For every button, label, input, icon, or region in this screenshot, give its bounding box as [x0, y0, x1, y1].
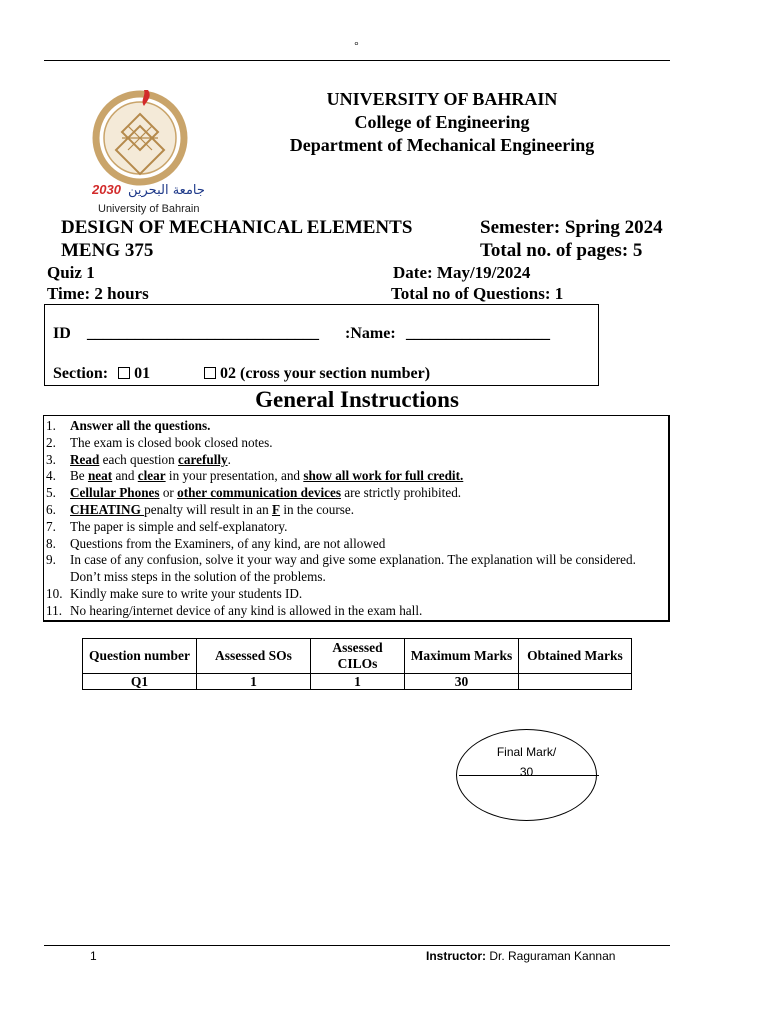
instruction-text: Be — [70, 468, 88, 484]
logo-year: 2030 — [92, 182, 121, 197]
list-item — [46, 586, 668, 603]
list-item — [46, 418, 668, 435]
instruction-text: Kindly make sure to write your students ID. — [70, 585, 303, 601]
section-row — [53, 365, 150, 383]
instruction-number: 5. — [46, 485, 56, 501]
marks-table — [82, 638, 632, 690]
page-number: 1 — [90, 949, 97, 963]
instructor-name: Dr. Raguraman Kannan — [489, 949, 616, 963]
list-item — [46, 502, 668, 519]
logo-english-name: University of Bahrain — [98, 203, 200, 215]
instruction-text: clear — [137, 468, 166, 484]
total-pages: Total no. of pages: 5 — [480, 240, 643, 261]
instruction-text: other communication devices — [177, 485, 341, 501]
instructions-title: General Instructions — [255, 387, 459, 412]
semester: Semester: Spring 2024 — [480, 217, 663, 238]
instruction-number: 10. — [46, 585, 63, 601]
table-row — [83, 674, 632, 690]
cell-max-marks: 30 — [405, 674, 519, 690]
section-01-label: 01 — [134, 365, 151, 382]
logo-arabic-name: جامعة البحرين — [128, 183, 205, 198]
college-name: College of Engineering — [354, 112, 530, 132]
list-item — [46, 485, 668, 502]
department-name: Department of Mechanical Engineering — [289, 135, 595, 155]
quiz-time: Time: 2 hours — [47, 284, 149, 303]
top-rule — [44, 60, 670, 61]
list-item — [46, 452, 668, 469]
instruction-text: in your presentation, and — [165, 468, 304, 484]
course-title: DESIGN OF MECHANICAL ELEMENTS — [61, 217, 413, 238]
cell-cilos: 1 — [311, 674, 405, 690]
list-item — [46, 468, 668, 485]
instruction-text: No hearing/internet device of any kind is allowed in the exam hall. — [70, 602, 423, 618]
instruction-text: Answer all the questions. — [70, 418, 211, 433]
instruction-number: 9. — [46, 552, 56, 568]
instructor-label: Instructor: — [426, 949, 486, 963]
instruction-number: 2. — [46, 434, 56, 450]
instruction-text: The exam is closed book closed notes. — [70, 434, 273, 450]
instruction-number: 6. — [46, 501, 56, 517]
final-mark-label: Final Mark/ — [496, 745, 557, 759]
quiz-name: Quiz 1 — [47, 263, 95, 282]
quiz-date: Date: May/19/2024 — [393, 263, 531, 282]
section-label: Section: — [53, 365, 109, 382]
instruction-text: Cellular Phones — [70, 485, 160, 501]
instruction-text: Questions from the Examiners, of any kind, are not allowed — [70, 535, 386, 551]
name-field[interactable]: __________________ — [406, 325, 550, 342]
instruction-text: are strictly prohibited. — [340, 485, 462, 501]
student-info-box — [44, 304, 599, 386]
marks-table-header — [83, 639, 632, 674]
list-item — [46, 536, 668, 553]
header-question-number: Question number — [83, 639, 197, 674]
header-assessed-sos: Assessed SOs — [197, 639, 311, 674]
instruction-text: In case of any confusion, solve it your way and give some explanation. The explanation will be considered. Don’t miss steps in the solution of the problems. — [70, 552, 636, 585]
instruction-text: The paper is simple and self-explanatory. — [70, 518, 288, 534]
instruction-text: or — [159, 485, 178, 501]
list-item — [46, 603, 668, 620]
section-02-row — [204, 365, 430, 383]
id-label: ID — [53, 325, 71, 342]
instructions-list — [46, 418, 668, 620]
instruction-text: penalty will result in an — [144, 501, 272, 517]
section-02-label: 02 (cross your section number) — [220, 365, 431, 382]
id-field[interactable]: _____________________________ — [87, 325, 319, 342]
instruction-text: show all work for full credit. — [303, 468, 464, 484]
list-item — [46, 552, 668, 586]
final-mark-denominator: 30 — [519, 765, 534, 779]
header-obtained-marks: Obtained Marks — [519, 639, 632, 674]
instruction-text: in the course. — [280, 501, 355, 517]
cell-question: Q1 — [83, 674, 197, 690]
header-maximum-marks: Maximum Marks — [405, 639, 519, 674]
name-label: :Name: — [345, 325, 396, 342]
header-mark: ° — [354, 40, 359, 52]
header-assessed-cilos: Assessed CILOs — [311, 639, 405, 674]
total-questions: Total no of Questions: 1 — [391, 284, 564, 303]
instruction-text: F — [271, 501, 281, 517]
footer-instructor — [426, 949, 615, 963]
instruction-text: each question — [99, 451, 179, 467]
list-item — [46, 435, 668, 452]
cell-sos: 1 — [197, 674, 311, 690]
section-02-checkbox[interactable] — [204, 367, 216, 379]
footer-rule — [44, 945, 670, 946]
instruction-number: 8. — [46, 535, 56, 551]
instruction-text: CHEATING — [70, 501, 145, 517]
instruction-number: 3. — [46, 451, 56, 467]
course-code: MENG 375 — [61, 240, 154, 261]
instruction-text: and — [112, 468, 138, 484]
instructions-box — [43, 415, 670, 622]
university-name: UNIVERSITY OF BAHRAIN — [326, 89, 558, 109]
instruction-text: neat — [87, 468, 113, 484]
instruction-number: 1. — [46, 418, 56, 433]
instruction-text: . — [227, 451, 231, 467]
section-01-checkbox[interactable] — [118, 367, 130, 379]
instruction-text: carefully — [178, 451, 228, 467]
list-item — [46, 519, 668, 536]
cell-obtained-marks[interactable] — [519, 674, 632, 690]
instruction-number: 4. — [46, 468, 56, 484]
instruction-number: 7. — [46, 518, 56, 534]
instruction-text: Read — [70, 451, 100, 467]
instruction-number: 11. — [46, 602, 62, 618]
